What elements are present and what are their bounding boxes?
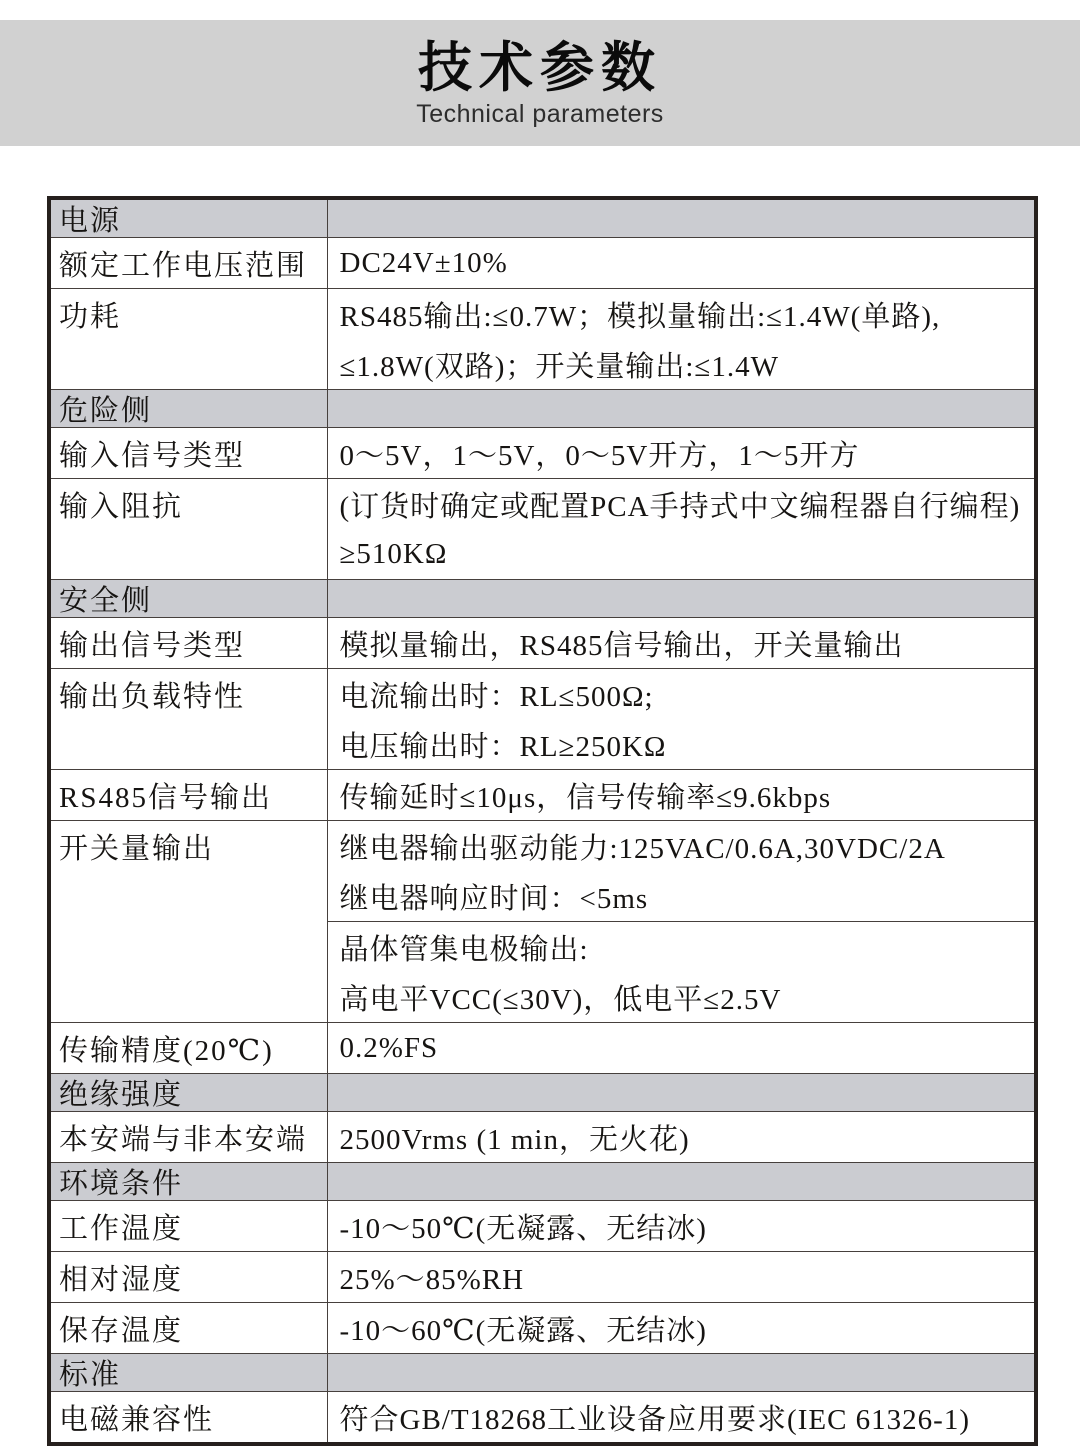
value-line: 高电平VCC(≤30V)，低电平≤2.5V: [339, 983, 782, 1016]
value-line: RS485输出:≤0.7W；模拟量输出:≤1.4W(单路),: [339, 300, 941, 333]
section-empty-cell: [327, 580, 1036, 618]
param-value-cell: [327, 238, 1036, 289]
param-label: 工作温度: [59, 1212, 184, 1245]
table-row: [49, 1303, 1036, 1354]
table-row: [49, 1112, 1036, 1163]
table-row: [49, 289, 1036, 390]
section-label-cell: [49, 1163, 327, 1201]
section-label: 环境条件: [59, 1168, 184, 1200]
table-row: [49, 428, 1036, 479]
value-line: 2500Vrms (1 min，无火花): [339, 1123, 690, 1156]
param-value-cell: [327, 618, 1036, 669]
value-line: 0.2%FS: [339, 1031, 439, 1064]
section-row: [49, 1074, 1036, 1112]
value-line: ≤1.8W(双路)；开关量输出:≤1.4W: [339, 350, 779, 383]
param-value-cell: [327, 1201, 1036, 1252]
param-label-cell: [49, 1303, 327, 1354]
table-row: [49, 479, 1036, 580]
param-label-cell: [49, 669, 327, 770]
param-label-cell: [49, 770, 327, 821]
value-line: DC24V±10%: [339, 246, 508, 279]
section-row: [49, 198, 1036, 238]
value-line: -10～50℃(无凝露、无结冰): [339, 1212, 707, 1245]
section-empty-cell: [327, 198, 1036, 238]
section-label-cell: [49, 390, 327, 428]
param-label: 本安端与非本安端: [59, 1123, 308, 1156]
section-row: [49, 1163, 1036, 1201]
value-line: 电流输出时：RL≤500Ω;: [339, 680, 654, 713]
param-value-cell: [327, 428, 1036, 479]
param-label-cell: [49, 618, 327, 669]
param-label-cell: [49, 1023, 327, 1074]
table-row: [49, 618, 1036, 669]
value-line: ≥510KΩ: [339, 537, 448, 570]
page-header: [0, 20, 1080, 146]
param-label: 输入信号类型: [59, 439, 246, 472]
section-empty: [328, 200, 1035, 237]
param-label: 电磁兼容性: [59, 1403, 215, 1436]
param-label-cell: [49, 821, 327, 1023]
value-line: 传输延时≤10μs，信号传输率≤9.6kbps: [339, 781, 832, 814]
value-line: 25%～85%RH: [339, 1263, 525, 1296]
page-subtitle: Technical parameters: [416, 99, 664, 128]
section-label: 安全侧: [59, 585, 153, 617]
param-label-cell: [49, 1201, 327, 1252]
param-label: 相对湿度: [59, 1263, 184, 1296]
section-empty: [328, 1074, 1035, 1111]
value-line: 晶体管集电极输出:: [339, 933, 589, 966]
section-label: 绝缘强度: [59, 1079, 184, 1111]
param-value-cell: [327, 289, 1036, 390]
param-value-cell: [327, 1112, 1036, 1163]
section-row: [49, 390, 1036, 428]
param-value-cell: [327, 922, 1036, 1023]
section-empty: [328, 580, 1035, 617]
value-line: 电压输出时：RL≥250KΩ: [339, 730, 667, 763]
param-label-cell: [49, 1112, 327, 1163]
param-label: RS485信号输出: [59, 781, 272, 814]
param-value-cell: [327, 479, 1036, 580]
param-value-cell: [327, 1303, 1036, 1354]
value-line: 继电器输出驱动能力:125VAC/0.6A,30VDC/2A: [339, 832, 946, 865]
section-empty-cell: [327, 1074, 1036, 1112]
param-label: 传输精度(20℃): [59, 1034, 274, 1067]
section-empty: [328, 390, 1035, 427]
section-empty: [328, 1163, 1035, 1200]
section-label: 电源: [59, 205, 122, 237]
section-row: [49, 580, 1036, 618]
section-label-cell: [49, 198, 327, 238]
value-line: 继电器响应时间：<5ms: [339, 882, 649, 915]
section-row: [49, 1354, 1036, 1392]
section-label: 危险侧: [59, 395, 153, 427]
value-line: (订货时确定或配置PCA手持式中文编程器自行编程): [339, 490, 1021, 523]
param-value-cell: [327, 669, 1036, 770]
param-label-cell: [49, 238, 327, 289]
table-row: [49, 669, 1036, 770]
param-label-cell: [49, 289, 327, 390]
table-row: [49, 1392, 1036, 1445]
param-label: 额定工作电压范围: [59, 249, 308, 282]
table-row: [49, 1023, 1036, 1074]
section-empty-cell: [327, 1163, 1036, 1201]
value-line: 0～5V，1～5V，0～5V开方，1～5开方: [339, 439, 860, 472]
param-label: 开关量输出: [59, 832, 215, 865]
table-row: [49, 770, 1036, 821]
param-label-cell: [49, 1392, 327, 1445]
section-empty-cell: [327, 1354, 1036, 1392]
value-line: -10～60℃(无凝露、无结冰): [339, 1314, 707, 1347]
section-label-cell: [49, 1354, 327, 1392]
section-label-cell: [49, 580, 327, 618]
param-value-cell: [327, 1392, 1036, 1445]
param-value-cell: [327, 1023, 1036, 1074]
param-label-cell: [49, 1252, 327, 1303]
param-label-cell: [49, 428, 327, 479]
param-label: 功耗: [59, 300, 122, 333]
parameters-table: [47, 196, 1038, 1446]
param-label: 输出信号类型: [59, 629, 246, 662]
table-row: [49, 238, 1036, 289]
param-label-cell: [49, 479, 327, 580]
table-row: [49, 1201, 1036, 1252]
param-value-cell: [327, 821, 1036, 922]
param-value-cell: [327, 770, 1036, 821]
section-empty-cell: [327, 390, 1036, 428]
value-line: 符合GB/T18268工业设备应用要求(IEC 61326-1): [339, 1403, 970, 1436]
param-label: 保存温度: [59, 1314, 184, 1347]
param-label: 输出负载特性: [59, 680, 246, 713]
table-row: [49, 1252, 1036, 1303]
value-line: 模拟量输出，RS485信号输出，开关量输出: [339, 629, 904, 662]
table-row: [49, 821, 1036, 922]
section-label: 标准: [59, 1359, 122, 1391]
section-label-cell: [49, 1074, 327, 1112]
param-value-cell: [327, 1252, 1036, 1303]
param-label: 输入阻抗: [59, 490, 184, 523]
section-empty: [328, 1354, 1035, 1391]
page-title: 技术参数: [418, 37, 662, 98]
